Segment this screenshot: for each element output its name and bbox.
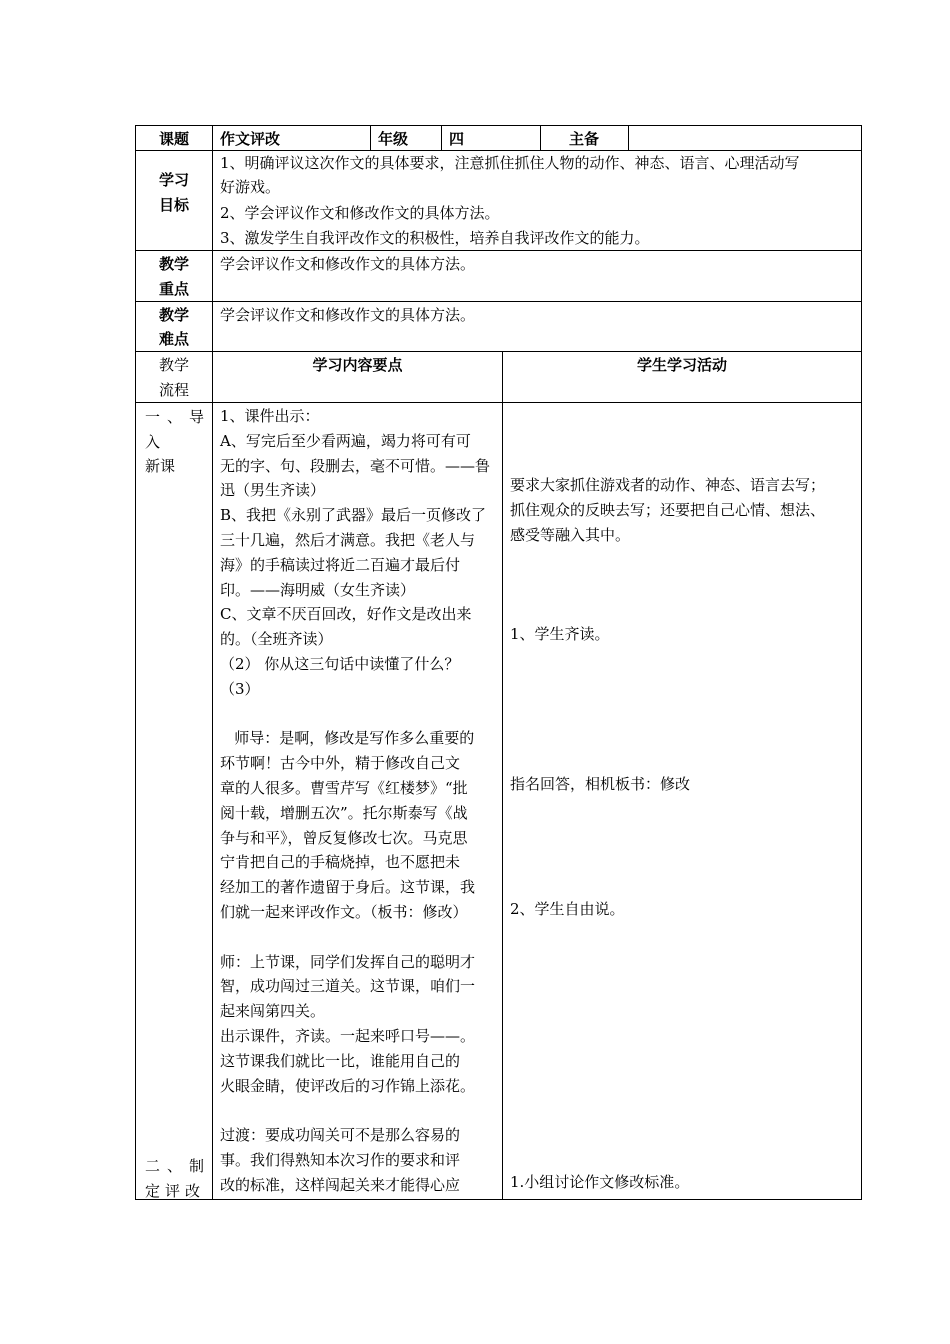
content-spacer (220, 702, 500, 727)
grade-label: 年级 (378, 130, 409, 148)
table-border-top (135, 125, 862, 126)
goals-label-line1: 学习 (158, 171, 189, 189)
content-line: 事。我们得熟知本次习作的要求和评 (220, 1150, 461, 1169)
content-line: （3） (220, 679, 260, 698)
column-divider (441, 125, 442, 151)
key-point-label-line2: 重点 (158, 280, 189, 298)
content-line: 三十几遍，然后才满意。我把《老人与 (220, 530, 476, 549)
row-divider (135, 351, 862, 352)
goals-label-line2: 目标 (158, 196, 189, 214)
grade-value: 四 (449, 130, 465, 148)
activity-text: 要求大家抓住游戏者的动作、神态、语言去写； (510, 476, 826, 494)
content-line: 师导：是啊，修改是写作多么重要的 (220, 729, 475, 748)
key-point-label-line1: 教学 (158, 255, 189, 273)
content-line: 智，成功闯过三道关。这节课，咱们一 (220, 977, 476, 996)
content-line: B、我把《永别了武器》最后一页修改了 (220, 506, 487, 525)
content-line: 改的标准，这样闯起关来才能得心应 (220, 1175, 461, 1194)
stage-make-line2: 定评改 (145, 1182, 206, 1200)
activity-text: 2、学生自由说。 (510, 900, 625, 918)
table-border-right (861, 125, 862, 1200)
stage-make-line1: 二、制 (145, 1157, 212, 1175)
content-line: A、写完后至少看两遍，竭力将可有可 (220, 431, 471, 450)
difficulty-label-line1: 教学 (158, 306, 189, 324)
row-divider (135, 301, 862, 302)
flow-label-line1: 教学 (158, 356, 189, 374)
content-line: 章的人很多。曹雪芹写《红楼梦》“批 (220, 778, 468, 797)
activity-text: 1.小组讨论作文修改标准。 (510, 1173, 690, 1191)
content-line: 们就一起来评改作文。（板书：修改） (220, 902, 468, 921)
stage-intro-line3: 新课 (145, 457, 176, 475)
content-line: 迅（男生齐读） (220, 481, 326, 500)
column-divider (502, 351, 503, 1200)
stage-intro-line2: 入 (145, 433, 161, 451)
content-line: 火眼金睛，使评改后的习作锦上添花。 (220, 1076, 476, 1095)
content-line: 阅十载，增删五次”。托尔斯泰写《战 (220, 803, 468, 822)
column-divider (212, 125, 213, 1200)
topic-label: 课题 (158, 130, 189, 148)
content-line: 师：上节课，同学们发挥自己的聪明才 (220, 952, 476, 971)
stage-intro-line1: 一、导 (145, 408, 212, 426)
flow-label-line2: 流程 (158, 381, 189, 399)
content-line: 的。（全班齐读） (220, 630, 333, 649)
difficulty-label-line2: 难点 (158, 330, 189, 348)
content-line: 印。——海明威（女生齐读） (220, 580, 416, 599)
content-line: 1、课件出示： (220, 407, 320, 425)
column-divider (628, 125, 629, 151)
goal-line: 1、明确评议这次作文的具体要求，注意抓住抓住人物的动作、神态、语言、心理活动写 (220, 154, 800, 172)
content-line: 这节课我们就比一比，谁能用自己的 (220, 1051, 461, 1070)
column-divider (370, 125, 371, 151)
activity-text: 感受等融入其中。 (510, 526, 631, 544)
goal-line: 2、学会评议作文和修改作文的具体方法。 (220, 204, 500, 222)
content-line: 环节啊！古今中外，精于修改自己文 (220, 754, 461, 773)
content-line: 海》的手稿读过将近二百遍才最后付 (220, 555, 461, 574)
activity-column-title: 学生学习活动 (636, 356, 727, 374)
row-divider (135, 250, 862, 251)
content-line: 经加工的著作遗留于身后。这节课，我 (220, 878, 476, 897)
goal-line: 好游戏。 (220, 178, 281, 196)
topic-value: 作文评改 (220, 130, 281, 148)
difficulty-text: 学会评议作文和修改作文的具体方法。 (220, 306, 476, 324)
key-point-text: 学会评议作文和修改作文的具体方法。 (220, 255, 476, 273)
content-line: 起来闯第四关。 (220, 1002, 326, 1021)
content-spacer (220, 1098, 500, 1123)
content-line: 争与和平》，曾反复修改七次。马克思 (220, 828, 468, 847)
content-line: 出示课件，齐读。一起来呼口号——。 (220, 1026, 476, 1045)
activity-text: 1、学生齐读。 (510, 625, 610, 643)
content-column (220, 404, 500, 1198)
content-line: 无的字、句、段删去，毫不可惜。——鲁 (220, 456, 491, 475)
content-line: （2） 你从这三句话中读懂了什么？ (220, 654, 460, 673)
content-spacer (220, 925, 500, 950)
activity-text: 指名回答，相机板书：修改 (510, 775, 691, 793)
column-divider (540, 125, 541, 151)
table-border-bottom (135, 1199, 862, 1200)
content-column-title: 学习内容要点 (312, 356, 403, 374)
activity-text: 抓住观众的反映去写；还要把自己心情、想法、 (510, 501, 826, 519)
lead-label: 主备 (569, 130, 600, 148)
content-line: C、文章不厌百回改，好作文是改出来 (220, 605, 472, 624)
content-line: 过渡：要成功闯关可不是那么容易的 (220, 1126, 461, 1145)
row-divider (135, 402, 862, 403)
goal-line: 3、激发学生自我评改作文的积极性，培养自我评改作文的能力。 (220, 229, 650, 247)
content-line: 宁肯把自己的手稿烧掉，也不愿把未 (220, 853, 461, 872)
